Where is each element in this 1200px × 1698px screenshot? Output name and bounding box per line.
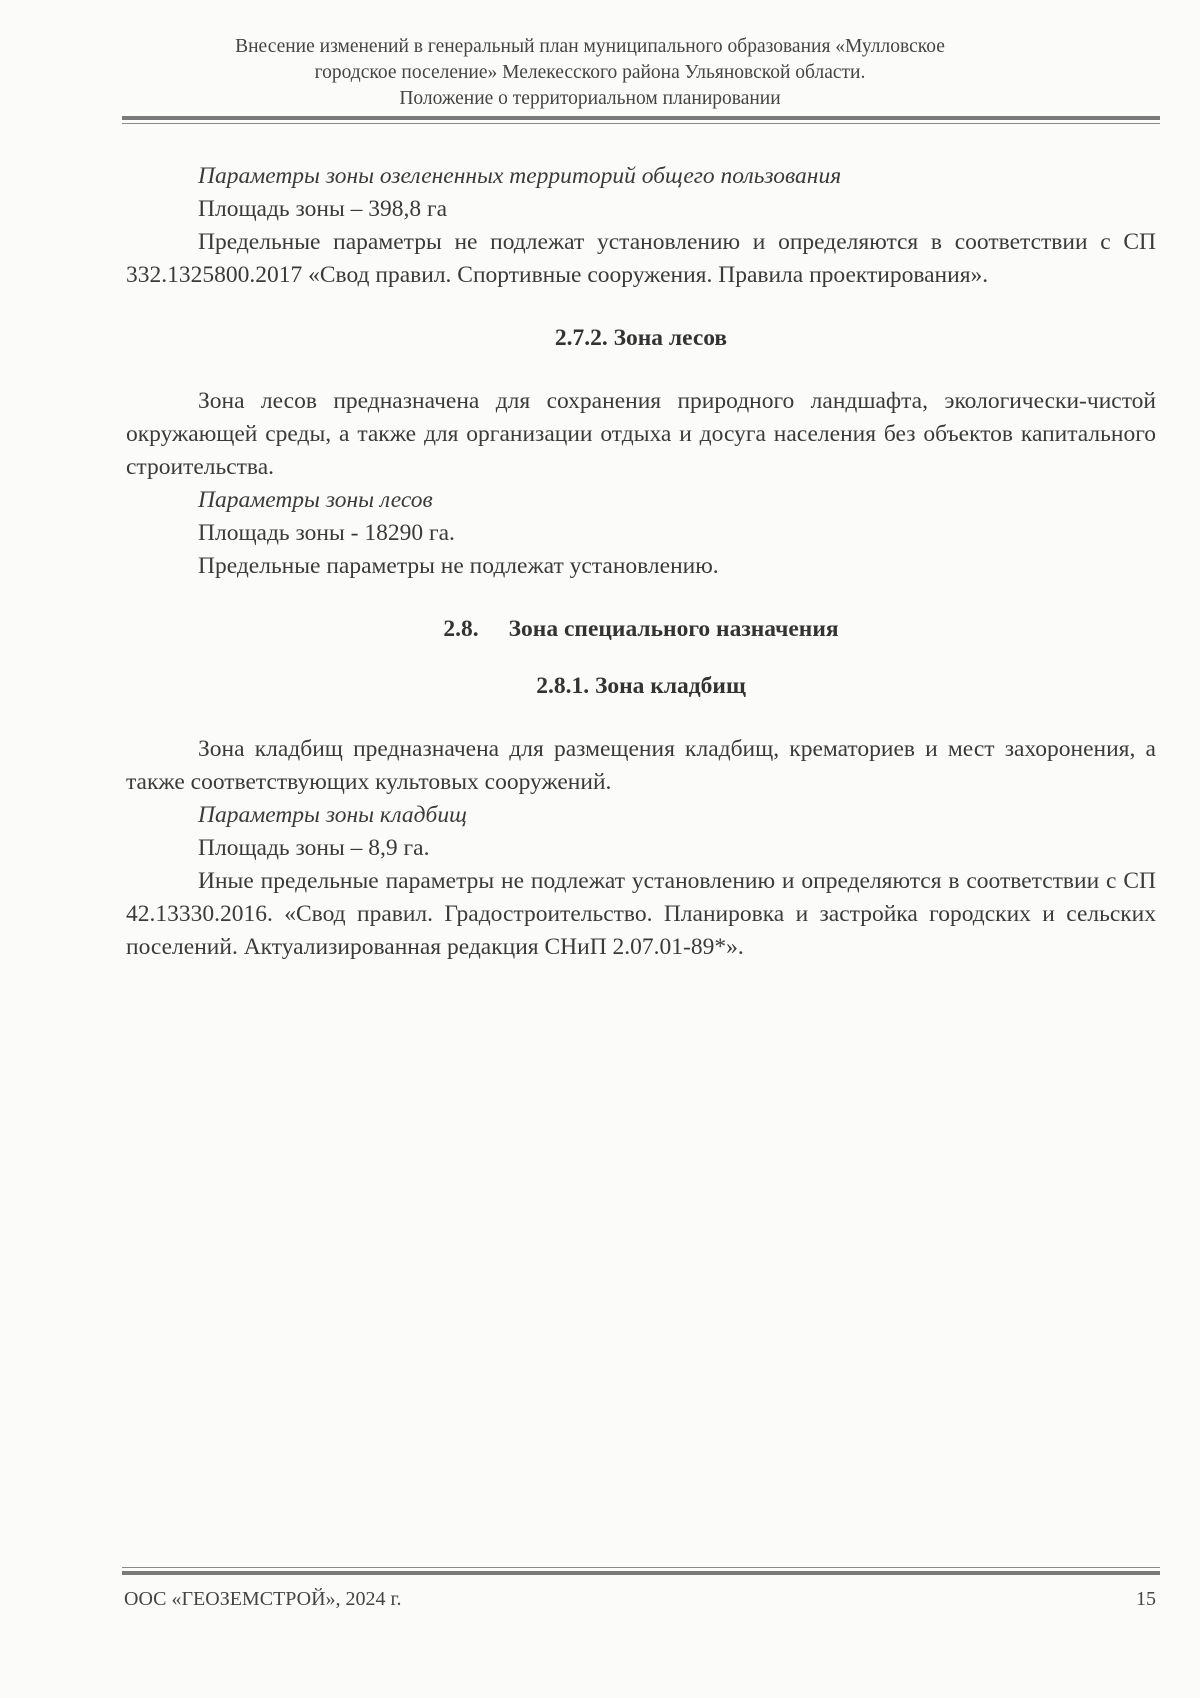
page-header [180, 34, 1000, 112]
section-heading-special [126, 613, 1156, 646]
page-body [126, 160, 1156, 964]
forest-description: Зона лесов предназначена для сохранения природного ландшафта, экологически-чистой окружающей среды, а также для организации отдыха и досуга населения без объектов капитального строительства. [126, 388, 1156, 480]
header-rule-thin [122, 123, 1160, 124]
cemetery-area: Площадь зоны – 8,9 га. [198, 835, 430, 861]
cemetery-params-title: Параметры зоны кладбищ [198, 802, 467, 828]
parks-params-title: Параметры зоны озелененных территорий общего пользования [198, 163, 842, 189]
page-number: 15 [1136, 1588, 1156, 1610]
section-heading-cemetery: 2.8.1. Зона кладбищ [536, 673, 746, 699]
forest-area: Площадь зоны - 18290 га. [198, 520, 455, 546]
forest-params-title: Параметры зоны лесов [198, 487, 433, 513]
header-line-2: городское поселение» Мелекесского района Ульяновской области. [314, 62, 866, 83]
footer-company: ООС «ГЕОЗЕМСТРОЙ», 2024 г. [124, 1588, 402, 1610]
footer-rule [122, 1571, 1160, 1575]
parks-area: Площадь зоны – 398,8 га [198, 196, 448, 222]
section-heading-forest: 2.7.2. Зона лесов [554, 325, 728, 351]
forest-limits: Предельные параметры не подлежат установлению. [198, 553, 719, 579]
section-number-special: 2.8. [443, 616, 479, 642]
header-line-3: Положение о территориальном планировании [399, 88, 781, 109]
cemetery-description: Зона кладбищ предназначена для размещения кладбищ, крематориев и мест захоронения, а также соответствующих культовых сооружений. [126, 736, 1156, 795]
header-line-1: Внесение изменений в генеральный план муниципального образования «Мулловское [235, 36, 945, 57]
page-footer [124, 1588, 1156, 1611]
cemetery-limits: Иные предельные параметры не подлежат установлению и определяются в соответствии с СП 42.13330.2016. «Свод правил. Градостроительство. Планировка и застройка городских и сельских поселений. Актуализированная редакция СНиП 2.07.01-89*». [126, 868, 1156, 960]
parks-limits: Предельные параметры не подлежат установлению и определяются в соответствии с СП 332.1325800.2017 «Свод правил. Спортивные сооружения. Правила проектирования». [126, 229, 1156, 288]
header-rule [122, 116, 1160, 120]
section-title-special: Зона специального назначения [508, 616, 839, 642]
footer-rule-thin [122, 1567, 1160, 1568]
